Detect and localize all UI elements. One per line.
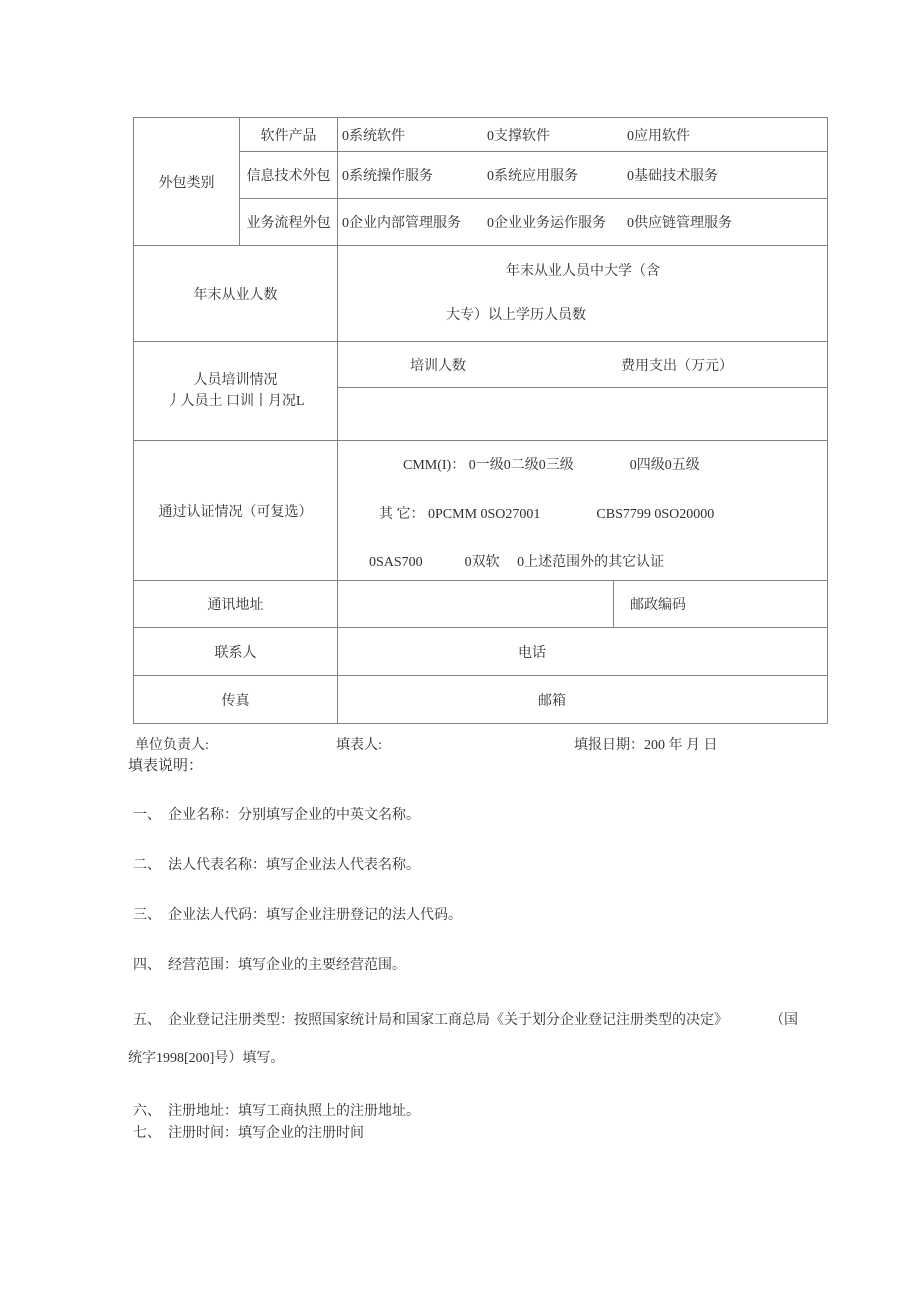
contact-person-label: 联系人 (134, 628, 338, 676)
instruction-item-5-continued: 统字1998[200]号）填写。 (128, 1051, 285, 1066)
training-label-line2: 丿人员土 口训丨月况L (166, 394, 305, 409)
training-input-cell[interactable] (338, 388, 828, 441)
unit-head-label: 单位负责人: (135, 738, 209, 753)
fax-label: 传真 (134, 676, 338, 724)
instruction-item-2: 二、 法人代表名称：填写企业法人代表名称。 (133, 858, 420, 873)
software-product-options (338, 118, 828, 152)
option-system-software[interactable]: 0系统软件 (342, 128, 405, 144)
option-support-software[interactable]: 0支撑软件 (487, 128, 550, 144)
year-end-employees-label: 年末从业人数 (134, 246, 338, 342)
instruction-item-4: 四、 经营范围：填写企业的主要经营范围。 (133, 958, 406, 973)
trained-count-label: 培训人数 (410, 358, 466, 374)
certification-options-cell (338, 441, 828, 581)
instruction-item-1: 一、 企业名称：分别填写企业的中英文名称。 (133, 808, 420, 823)
option-basic-technology-service[interactable]: 0基础技术服务 (627, 169, 718, 184)
training-cost-label: 费用支出（万元） (621, 358, 733, 374)
phone-label[interactable]: 电话 (338, 628, 828, 676)
form-filler-label: 填表人: (336, 738, 382, 753)
software-product-label: 软件产品 (240, 118, 338, 152)
instructions-section (128, 756, 920, 1144)
certification-label: 通过认证情况（可复选） (134, 441, 338, 581)
mailing-address-label: 通讯地址 (134, 581, 338, 628)
it-outsourcing-options (338, 152, 828, 199)
instructions-heading: 填表说明： (128, 758, 204, 774)
employees-content-line1: 年末从业人员中大学（含 (506, 263, 660, 279)
training-label-line1: 人员培训情况 (193, 373, 278, 388)
outsourcing-category-label: 外包类别 (134, 118, 240, 246)
postal-code-label[interactable]: 邮政编码 (614, 581, 828, 628)
email-label[interactable]: 邮箱 (338, 676, 828, 724)
instruction-item-5: 五、 企业登记注册类型：按照国家统计局和国家工商总局《关于划分企业登记注册类型的决定》 （国 (133, 1013, 798, 1028)
form-table (133, 117, 828, 724)
certification-cmm-line[interactable]: CMM(I)： 0一级0二级0三级 0四级0五级 (403, 458, 700, 473)
instruction-item-6: 六、 注册地址：填写工商执照上的注册地址。 (133, 1104, 420, 1119)
year-end-employees-content[interactable] (338, 246, 828, 342)
instruction-item-3: 三、 企业法人代码：填写企业注册登记的法人代码。 (133, 908, 462, 923)
option-application-software[interactable]: 0应用软件 (627, 128, 690, 144)
option-system-application-service[interactable]: 0系统应用服务 (487, 169, 578, 184)
personnel-training-label (134, 342, 338, 441)
option-business-operation-service[interactable]: 0企业业务运作服务 (487, 216, 606, 231)
certification-other-line[interactable]: 其 它： 0PCMM 0SO27001 CBS7799 0SO20000 (379, 506, 715, 522)
signature-line (0, 734, 920, 756)
option-internal-management-service[interactable]: 0企业内部管理服务 (342, 216, 461, 231)
option-supply-chain-service[interactable]: 0供应链管理服务 (627, 216, 732, 231)
mailing-address-input-cell[interactable] (338, 581, 614, 628)
fill-date-label: 填报日期：200 年 月 日 (574, 738, 718, 753)
it-outsourcing-label: 信息技术外包 (240, 152, 338, 199)
option-system-operation-service[interactable]: 0系统操作服务 (342, 169, 433, 184)
training-header-cell (338, 342, 828, 388)
instruction-item-7: 七、 注册时间：填写企业的注册时间 (133, 1126, 364, 1141)
employees-content-line2: 大专）以上学历人员数 (446, 307, 586, 323)
bpo-options (338, 199, 828, 246)
certification-sas-line[interactable]: 0SAS700 0双软 0上述范围外的其它认证 (369, 555, 665, 570)
business-process-outsourcing-label: 业务流程外包 (240, 199, 338, 246)
